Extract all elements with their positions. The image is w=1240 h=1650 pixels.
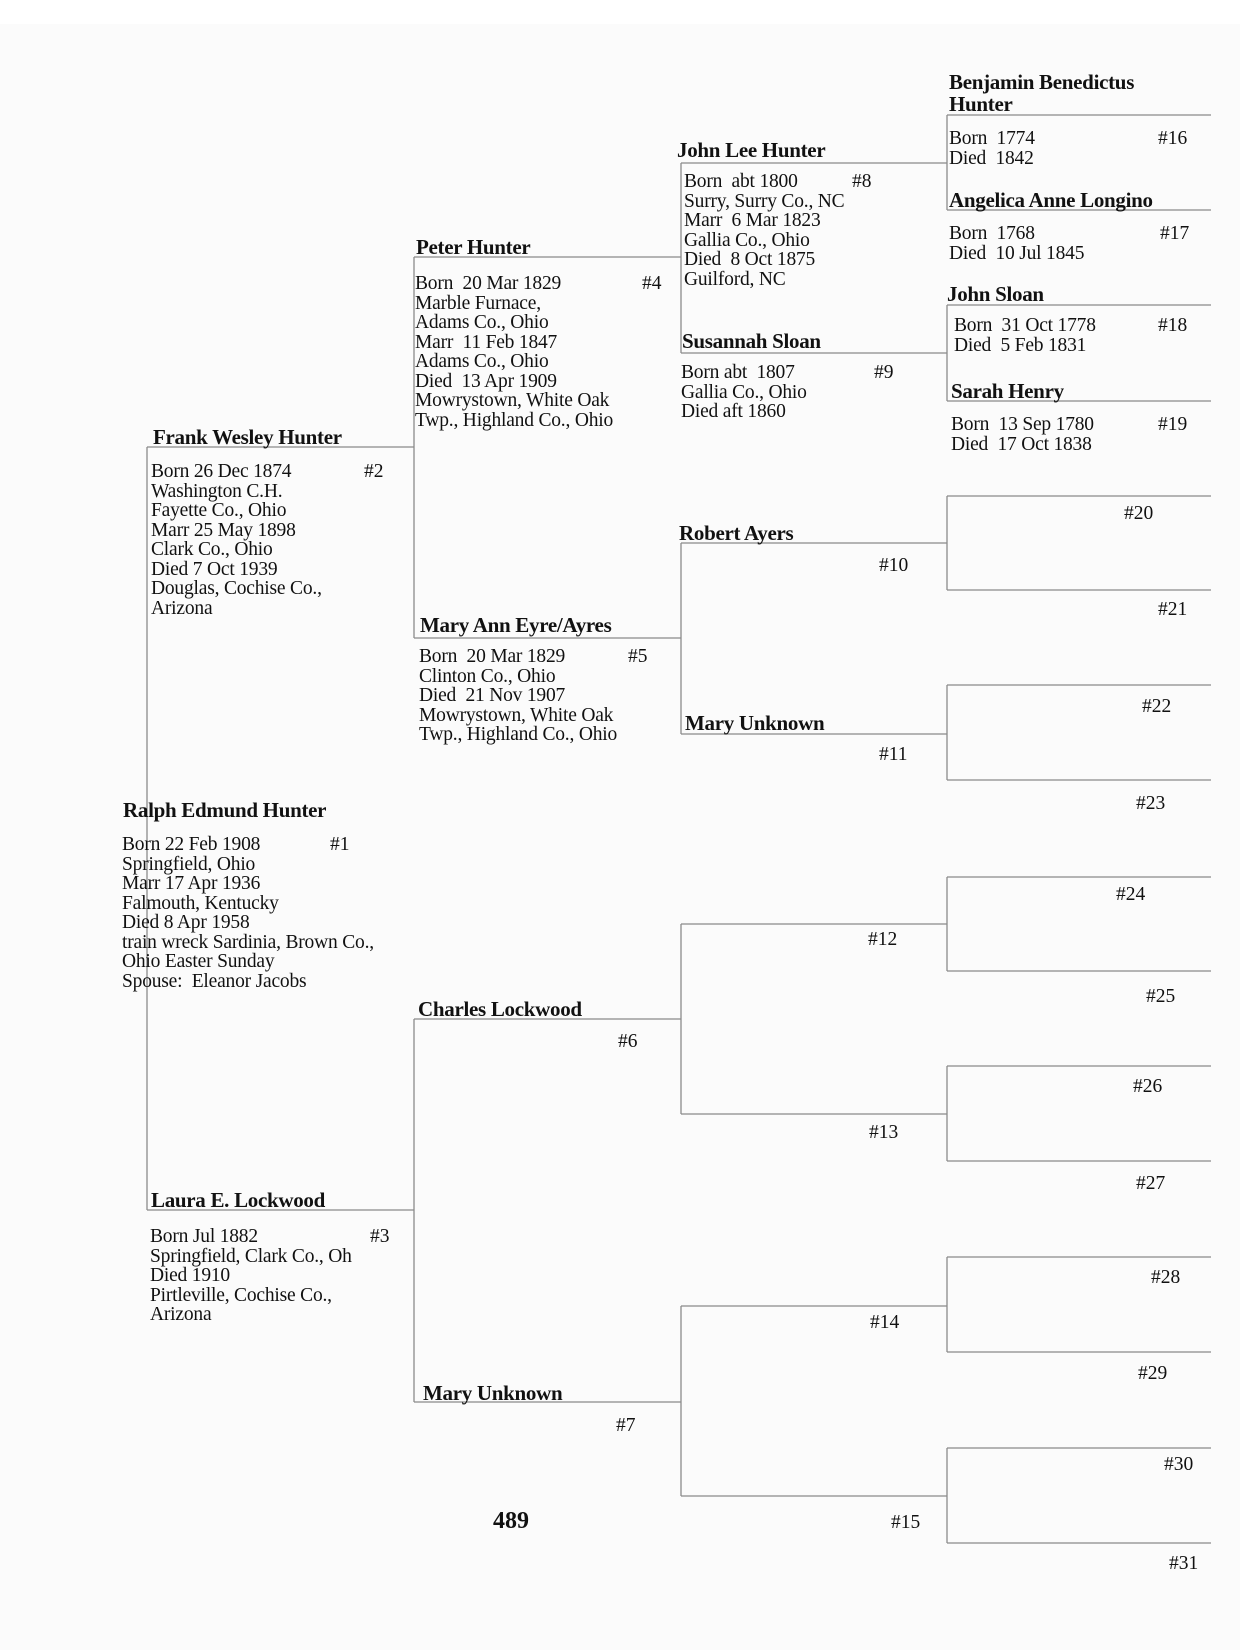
person-23-number: #23 — [1136, 793, 1166, 814]
person-5-details — [419, 647, 617, 745]
detail-line: Arizona — [150, 1304, 212, 1325]
person-5-name: Mary Ann Eyre/Ayres — [420, 613, 612, 637]
detail-line: Guilford, NC — [684, 268, 786, 290]
detail-line: Douglas, Cochise Co., — [151, 578, 322, 599]
detail-line: Marr 25 May 1898 — [151, 519, 296, 541]
detail-line: Clinton Co., Ohio — [419, 665, 556, 687]
person-10-number: #10 — [879, 555, 909, 576]
detail-line: Springfield, Clark Co., Oh — [150, 1245, 352, 1267]
person-18-number: #18 — [1158, 315, 1188, 336]
detail-line: Died 7 Oct 1939 — [151, 558, 278, 580]
person-6-number: #6 — [618, 1031, 638, 1052]
person-5-number: #5 — [628, 646, 648, 667]
detail-line: Adams Co., Ohio — [415, 312, 549, 333]
person-14-number: #14 — [870, 1312, 900, 1333]
detail-line: Died 13 Apr 1909 — [415, 370, 557, 392]
person-17-name: Angelica Anne Longino — [949, 188, 1153, 212]
person-8-details — [684, 172, 845, 289]
detail-line: Gallia Co., Ohio — [684, 229, 810, 251]
person-18-details — [954, 316, 1096, 355]
detail-line: Born 1774 — [949, 128, 1035, 149]
detail-line: Born abt 1807 — [681, 362, 795, 383]
person-19-details — [951, 415, 1094, 454]
person-21-number: #21 — [1158, 599, 1188, 620]
person-2-details — [151, 462, 322, 618]
detail-line: Ohio Easter Sunday — [122, 951, 275, 972]
detail-line: Died 5 Feb 1831 — [954, 334, 1087, 356]
person-9-details — [681, 363, 807, 422]
detail-line: Born 22 Feb 1908 — [122, 834, 261, 855]
person-17-details — [949, 224, 1084, 263]
person-4-number: #4 — [642, 273, 662, 294]
person-11-number: #11 — [879, 744, 908, 765]
person-7-name: Mary Unknown — [423, 1381, 563, 1405]
detail-line: Gallia Co., Ohio — [681, 381, 807, 403]
person-29-number: #29 — [1138, 1363, 1168, 1384]
person-4-name: Peter Hunter — [416, 235, 531, 259]
detail-line: Born 20 Mar 1829 — [415, 273, 562, 294]
person-28-number: #28 — [1151, 1267, 1181, 1288]
detail-line: Springfield, Ohio — [122, 853, 256, 875]
person-16-name: Benjamin Benedictus Hunter — [949, 70, 1135, 116]
person-15-number: #15 — [891, 1512, 921, 1533]
detail-line: Born 20 Mar 1829 — [419, 646, 566, 667]
person-24-number: #24 — [1116, 884, 1146, 905]
detail-line: Died 17 Oct 1838 — [951, 433, 1092, 455]
person-2-number: #2 — [364, 461, 384, 482]
person-1-name: Ralph Edmund Hunter — [123, 798, 327, 822]
person-20-number: #20 — [1124, 503, 1154, 524]
person-25-number: #25 — [1146, 986, 1176, 1007]
person-11-name: Mary Unknown — [685, 711, 825, 735]
detail-line: Born Jul 1882 — [150, 1226, 258, 1247]
person-17-number: #17 — [1160, 223, 1190, 244]
detail-line: Born 13 Sep 1780 — [951, 414, 1094, 435]
person-4-details — [415, 274, 613, 430]
person-16-details — [949, 129, 1035, 168]
detail-line: Clark Co., Ohio — [151, 539, 273, 560]
person-8-number: #8 — [852, 171, 872, 192]
detail-line: Mowrystown, White Oak — [415, 390, 610, 411]
person-16-number: #16 — [1158, 128, 1188, 149]
detail-line: train wreck Sardinia, Brown Co., — [122, 931, 374, 953]
detail-line: Pirtleville, Cochise Co., — [150, 1284, 332, 1306]
detail-line: Marble Furnace, — [415, 292, 541, 314]
detail-line: Mowrystown, White Oak — [419, 704, 614, 726]
person-18-name: John Sloan — [947, 282, 1044, 306]
person-3-name: Laura E. Lockwood — [151, 1188, 326, 1212]
person-31-number: #31 — [1169, 1553, 1199, 1574]
person-19-number: #19 — [1158, 414, 1188, 435]
detail-line: Died 8 Oct 1875 — [684, 249, 816, 270]
person-22-number: #22 — [1142, 696, 1172, 717]
person-1-details — [122, 835, 374, 991]
detail-line: Died 1910 — [150, 1265, 230, 1286]
detail-line: Washington C.H. — [151, 480, 283, 502]
detail-line: Spouse: Eleanor Jacobs — [122, 970, 307, 992]
detail-line: Born abt 1800 — [684, 171, 798, 192]
person-3-number: #3 — [370, 1226, 390, 1247]
person-1-number: #1 — [330, 834, 350, 855]
detail-line: Surry, Surry Co., NC — [684, 190, 845, 212]
detail-line: Adams Co., Ohio — [415, 351, 549, 372]
detail-line: Died 21 Nov 1907 — [419, 685, 566, 706]
person-3-details — [150, 1227, 352, 1325]
detail-line: Marr 17 Apr 1936 — [122, 873, 261, 894]
person-9-number: #9 — [874, 362, 894, 383]
detail-line: Born 26 Dec 1874 — [151, 461, 292, 482]
person-26-number: #26 — [1133, 1076, 1163, 1097]
detail-line: Twp., Highland Co., Ohio — [419, 724, 618, 745]
person-19-name: Sarah Henry — [951, 379, 1064, 403]
detail-line: Falmouth, Kentucky — [122, 892, 279, 914]
detail-line: Died 8 Apr 1958 — [122, 912, 250, 933]
person-7-number: #7 — [616, 1415, 636, 1436]
person-8-name: John Lee Hunter — [677, 138, 826, 162]
detail-line: Died 10 Jul 1845 — [949, 242, 1085, 264]
person-2-name: Frank Wesley Hunter — [153, 425, 342, 449]
detail-line: Fayette Co., Ohio — [151, 500, 287, 521]
detail-line: Arizona — [151, 597, 213, 619]
detail-line: Died 1842 — [949, 147, 1034, 169]
page-number: 489 — [493, 1508, 529, 1534]
detail-line: Twp., Highland Co., Ohio — [415, 409, 614, 431]
person-30-number: #30 — [1164, 1454, 1194, 1475]
person-10-name: Robert Ayers — [679, 521, 794, 545]
person-12-number: #12 — [868, 929, 898, 950]
detail-line: Died aft 1860 — [681, 401, 786, 422]
person-27-number: #27 — [1136, 1173, 1166, 1194]
detail-line: Born 31 Oct 1778 — [954, 315, 1096, 336]
person-13-number: #13 — [869, 1122, 899, 1143]
person-6-name: Charles Lockwood — [418, 997, 582, 1021]
detail-line: Marr 6 Mar 1823 — [684, 210, 821, 231]
detail-line: Marr 11 Feb 1847 — [415, 331, 558, 353]
person-9-name: Susannah Sloan — [682, 329, 821, 353]
detail-line: Born 1768 — [949, 223, 1035, 244]
